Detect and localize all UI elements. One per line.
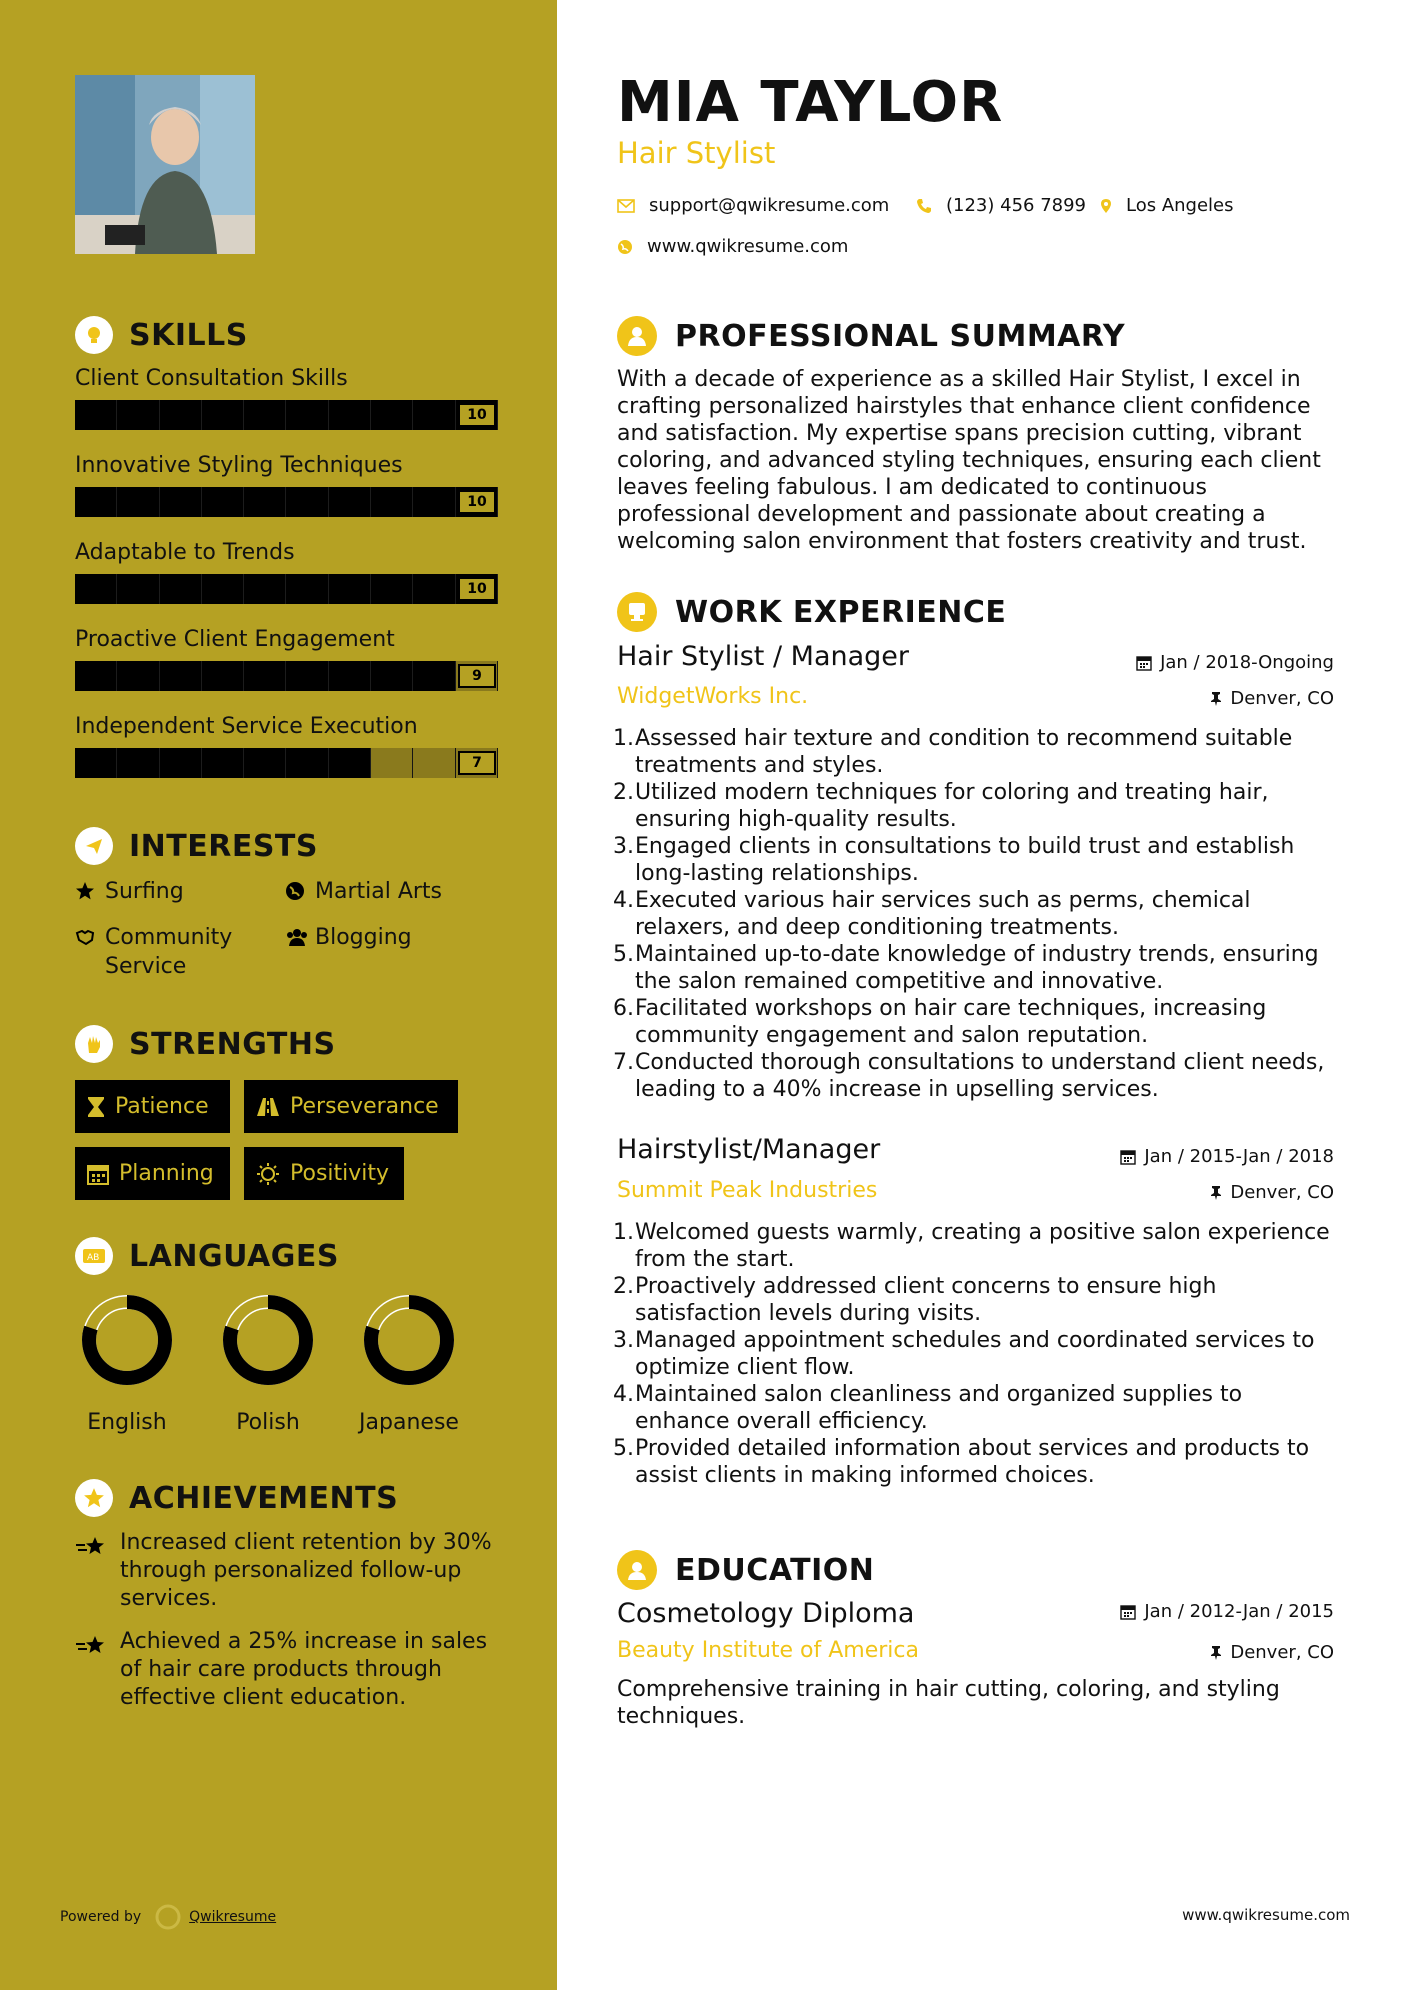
skill-segment xyxy=(117,400,159,430)
education-location xyxy=(1210,1642,1334,1663)
skill-bar xyxy=(75,748,498,778)
skill-segment xyxy=(286,400,328,430)
skill-segment xyxy=(117,574,159,604)
job-location xyxy=(1210,688,1334,709)
job-location-text: Denver, CO xyxy=(1230,688,1334,709)
education-location-text: Denver, CO xyxy=(1230,1642,1334,1663)
education-title: EDUCATION xyxy=(675,1552,875,1588)
skill-level: 7 xyxy=(458,751,496,775)
skill-segment xyxy=(329,748,371,778)
job-dates xyxy=(1136,652,1334,673)
skill-name: Adaptable to Trends xyxy=(75,540,295,565)
duty-item: 7. Conducted thorough consultations to understand client needs, leading to a 40% increase in upselling services. xyxy=(617,1049,1337,1103)
interest-label: Surfing xyxy=(105,879,184,904)
duty-item: 2. Proactively addressed client concerns to ensure high satisfaction levels during visits. xyxy=(617,1273,1337,1327)
sidebar xyxy=(0,0,557,1990)
skill-segment xyxy=(202,574,244,604)
paper-plane-icon xyxy=(75,827,113,865)
interest-label: Blogging xyxy=(315,925,412,950)
interest-label: Community Service xyxy=(105,925,233,979)
skill-item xyxy=(75,453,498,517)
calendar-icon xyxy=(87,1163,109,1185)
skill-segment xyxy=(329,400,371,430)
skill-segment xyxy=(413,487,455,517)
users-icon xyxy=(285,923,315,947)
skill-segment xyxy=(286,661,328,691)
skill-segment xyxy=(286,487,328,517)
interests-title: INTERESTS xyxy=(129,828,318,864)
candidate-name: MIA TAYLOR xyxy=(617,70,1004,135)
strength-label: Positivity xyxy=(290,1161,390,1186)
work-heading xyxy=(617,592,1006,632)
work-title: WORK EXPERIENCE xyxy=(675,594,1007,630)
duty-item: 1. Assessed hair texture and condition to recommend suitable treatments and styles. xyxy=(617,725,1337,779)
qwikresume-logo-icon xyxy=(155,1904,181,1930)
profile-photo xyxy=(75,75,255,254)
pin-icon xyxy=(1210,691,1222,707)
phone-text: (123) 456 7899 xyxy=(946,195,1087,216)
strength-label: Planning xyxy=(119,1161,214,1186)
job-dates xyxy=(1120,1146,1334,1167)
duty-text: Conducted thorough consultations to understand client needs, leading to a 40% increase in upselling services. xyxy=(635,1050,1325,1102)
skill-segment xyxy=(202,748,244,778)
education-degree: Cosmetology Diploma xyxy=(617,1598,915,1629)
skill-bar xyxy=(75,574,498,604)
education-school: Beauty Institute of America xyxy=(617,1638,919,1663)
duty-text: Facilitated workshops on hair care techniques, increasing community engagement and salon reputation. xyxy=(635,996,1267,1048)
language-item xyxy=(359,1290,459,1435)
skill-segment xyxy=(75,574,117,604)
education-dates-text: Jan / 2012-Jan / 2015 xyxy=(1144,1601,1334,1622)
skill-segment xyxy=(244,748,286,778)
footer-url[interactable]: www.qwikresume.com xyxy=(1182,1906,1350,1924)
handshake-icon xyxy=(75,923,105,947)
hourglass-icon xyxy=(87,1096,105,1118)
duty-text: Maintained salon cleanliness and organized supplies to enhance overall efficiency. xyxy=(635,1382,1243,1434)
skill-segment xyxy=(329,487,371,517)
language-name: Japanese xyxy=(359,1410,459,1435)
strength-badge xyxy=(244,1080,458,1133)
job-title: Hairstylist/Manager xyxy=(617,1134,881,1165)
duty-item: 4. Maintained salon cleanliness and organized supplies to enhance overall efficiency. xyxy=(617,1381,1337,1435)
skill-item xyxy=(75,627,498,691)
languages-title: LANGUAGES xyxy=(129,1238,339,1274)
skill-segment xyxy=(371,400,413,430)
lightbulb-icon xyxy=(75,316,113,354)
hand-icon xyxy=(75,1025,113,1063)
skill-segment xyxy=(160,574,202,604)
skill-segment xyxy=(329,574,371,604)
qwikresume-link[interactable]: Qwikresume xyxy=(189,1909,277,1925)
location-text: Los Angeles xyxy=(1126,195,1234,216)
job-dates-text: Jan / 2015-Jan / 2018 xyxy=(1144,1146,1334,1167)
interest-item xyxy=(285,923,505,952)
skill-bar xyxy=(75,661,498,691)
star-circle-icon xyxy=(75,1479,113,1517)
briefcase-icon xyxy=(617,592,657,632)
job-location-text: Denver, CO xyxy=(1230,1182,1334,1203)
language-name: Polish xyxy=(236,1410,300,1435)
skill-segment xyxy=(413,574,455,604)
skill-bar xyxy=(75,487,498,517)
interest-label: Martial Arts xyxy=(315,879,443,904)
pin-icon xyxy=(1210,1185,1222,1201)
language-name: English xyxy=(87,1410,167,1435)
job-duties xyxy=(613,725,1337,1103)
strengths-heading xyxy=(75,1025,336,1063)
contact-location xyxy=(1100,195,1234,216)
language-item xyxy=(77,1290,177,1435)
website-text: www.qwikresume.com xyxy=(647,236,849,257)
strength-badge xyxy=(75,1147,230,1200)
contact-email[interactable] xyxy=(617,195,889,216)
skill-segment xyxy=(371,661,413,691)
skill-level: 10 xyxy=(458,403,496,427)
interest-item xyxy=(75,877,265,906)
sun-icon xyxy=(256,1162,280,1186)
skills-title: SKILLS xyxy=(129,317,248,353)
skill-name: Proactive Client Engagement xyxy=(75,627,395,652)
email-text: support@qwikresume.com xyxy=(649,195,890,216)
skill-segment xyxy=(413,748,455,778)
skill-segment xyxy=(117,661,159,691)
job-title: Hair Stylist / Manager xyxy=(617,641,910,672)
duty-text: Proactively addressed client concerns to ensure high satisfaction levels during visits. xyxy=(635,1274,1217,1326)
star-icon xyxy=(75,877,105,901)
skill-segment xyxy=(286,748,328,778)
strength-badge xyxy=(75,1080,230,1133)
summary-heading xyxy=(617,316,1125,356)
skill-segment xyxy=(413,400,455,430)
globe-icon xyxy=(617,239,633,255)
duty-text: Maintained up-to-date knowledge of industry trends, ensuring the salon remained competitive and innovative. xyxy=(635,942,1319,994)
skill-segment xyxy=(371,487,413,517)
skill-segment xyxy=(75,748,117,778)
skill-segment xyxy=(202,487,244,517)
calendar-icon xyxy=(1120,1149,1136,1165)
strength-label: Patience xyxy=(115,1094,209,1119)
strengths-title: STRENGTHS xyxy=(129,1026,336,1062)
achievements-heading xyxy=(75,1479,398,1517)
job-company: WidgetWorks Inc. xyxy=(617,684,809,709)
skill-segment xyxy=(244,487,286,517)
user-icon xyxy=(617,316,657,356)
skill-segment xyxy=(202,400,244,430)
skill-segment xyxy=(202,661,244,691)
languages-heading xyxy=(75,1237,339,1275)
powered-by xyxy=(60,1904,276,1930)
education-heading xyxy=(617,1550,874,1590)
duty-item: 1. Welcomed guests warmly, creating a positive salon experience from the start. xyxy=(617,1219,1337,1273)
graduate-icon xyxy=(617,1550,657,1590)
skill-level: 10 xyxy=(458,490,496,514)
duty-item: 6. Facilitated workshops on hair care techniques, increasing community engagement and salon reputation. xyxy=(617,995,1337,1049)
duty-text: Engaged clients in consultations to build trust and establish long-lasting relationships. xyxy=(635,834,1295,886)
duty-text: Managed appointment schedules and coordinated services to optimize client flow. xyxy=(635,1328,1315,1380)
duty-item: 3. Engaged clients in consultations to build trust and establish long-lasting relationships. xyxy=(617,833,1337,887)
duty-item: 3. Managed appointment schedules and coordinated services to optimize client flow. xyxy=(617,1327,1337,1381)
skill-name: Independent Service Execution xyxy=(75,714,418,739)
interests-heading xyxy=(75,827,318,865)
skill-item xyxy=(75,714,498,778)
achievement-text: Increased client retention by 30% through personalized follow-up services. xyxy=(120,1530,492,1611)
skill-segment xyxy=(117,748,159,778)
duty-item: 5. Provided detailed information about services and products to assist clients in making informed choices. xyxy=(617,1435,1337,1489)
education-description: Comprehensive training in hair cutting, coloring, and styling techniques. xyxy=(617,1677,1280,1729)
achievement-item xyxy=(75,1529,505,1613)
interest-item xyxy=(75,923,265,981)
skill-segment xyxy=(160,487,202,517)
job-dates-text: Jan / 2018-Ongoing xyxy=(1160,652,1334,673)
duty-item: 5. Maintained up-to-date knowledge of industry trends, ensuring the salon remained competitive and innovative. xyxy=(617,941,1337,995)
achievements-title: ACHIEVEMENTS xyxy=(129,1480,399,1516)
language-donut xyxy=(359,1290,459,1390)
interest-item xyxy=(285,877,505,906)
map-pin-icon xyxy=(1100,198,1112,214)
summary-title: PROFESSIONAL SUMMARY xyxy=(675,318,1126,354)
skill-segment xyxy=(244,400,286,430)
globe-icon xyxy=(285,877,315,901)
job-duties xyxy=(613,1219,1337,1489)
duty-item: 2. Utilized modern techniques for coloring and treating hair, ensuring high-quality results. xyxy=(617,779,1337,833)
skill-level: 10 xyxy=(458,577,496,601)
contact-phone[interactable] xyxy=(916,195,1086,216)
strength-badge xyxy=(244,1147,404,1200)
achievement-item xyxy=(75,1628,505,1712)
duty-text: Provided detailed information about services and products to assist clients in making informed choices. xyxy=(635,1436,1310,1488)
skill-item xyxy=(75,540,498,604)
shooting-star-icon xyxy=(75,1628,120,1712)
duty-text: Executed various hair services such as perms, chemical relaxers, and deep conditioning treatments. xyxy=(635,888,1251,940)
duty-text: Utilized modern techniques for coloring and treating hair, ensuring high-quality results. xyxy=(635,780,1269,832)
shooting-star-icon xyxy=(75,1529,120,1613)
language-icon xyxy=(75,1237,113,1275)
language-donut xyxy=(218,1290,318,1390)
skill-segment xyxy=(244,661,286,691)
skill-segment xyxy=(371,748,413,778)
skill-segment xyxy=(413,661,455,691)
skills-heading xyxy=(75,316,248,354)
skill-segment xyxy=(75,487,117,517)
svg-text:AB: AB xyxy=(87,1253,100,1263)
summary-text: With a decade of experience as a skilled Hair Stylist, I excel in crafting personalized hairstyles that enhance client confidence and satisfaction. My expertise spans precision cutting, vibrant coloring, and advanced styling techniques, ensuring each client leaves feeling fabulous. I am dedicated to continuous professional development and passionate about creating a welcoming salon environment that fosters creativity and trust. xyxy=(617,367,1321,554)
skill-segment xyxy=(286,574,328,604)
skill-level: 9 xyxy=(458,664,496,688)
duty-text: Assessed hair texture and condition to recommend suitable treatments and styles. xyxy=(635,726,1293,778)
duty-item: 4. Executed various hair services such as perms, chemical relaxers, and deep conditioning treatments. xyxy=(617,887,1337,941)
skill-name: Client Consultation Skills xyxy=(75,366,348,391)
education-dates xyxy=(1120,1601,1334,1622)
candidate-role: Hair Stylist xyxy=(617,136,776,170)
calendar-icon xyxy=(1136,655,1152,671)
skill-segment xyxy=(75,661,117,691)
strength-label: Perseverance xyxy=(290,1094,439,1119)
job-company: Summit Peak Industries xyxy=(617,1178,878,1203)
duty-text: Welcomed guests warmly, creating a positive salon experience from the start. xyxy=(635,1220,1330,1272)
phone-icon xyxy=(916,198,932,214)
skill-segment xyxy=(75,400,117,430)
contact-website[interactable] xyxy=(617,236,848,257)
language-donut xyxy=(77,1290,177,1390)
envelope-icon xyxy=(617,199,635,213)
skill-segment xyxy=(160,748,202,778)
language-item xyxy=(218,1290,318,1435)
skill-segment xyxy=(244,574,286,604)
pin-icon xyxy=(1210,1645,1222,1661)
skill-segment xyxy=(160,400,202,430)
skill-name: Innovative Styling Techniques xyxy=(75,453,403,478)
skill-segment xyxy=(329,661,371,691)
road-icon xyxy=(256,1097,280,1117)
calendar-icon xyxy=(1120,1604,1136,1620)
skill-segment xyxy=(371,574,413,604)
skill-segment xyxy=(117,487,159,517)
skill-segment xyxy=(160,661,202,691)
powered-by-label: Powered by xyxy=(60,1909,142,1925)
job-location xyxy=(1210,1182,1334,1203)
skill-item xyxy=(75,366,498,430)
skill-bar xyxy=(75,400,498,430)
achievement-text: Achieved a 25% increase in sales of hair care products through effective client education. xyxy=(120,1629,488,1710)
